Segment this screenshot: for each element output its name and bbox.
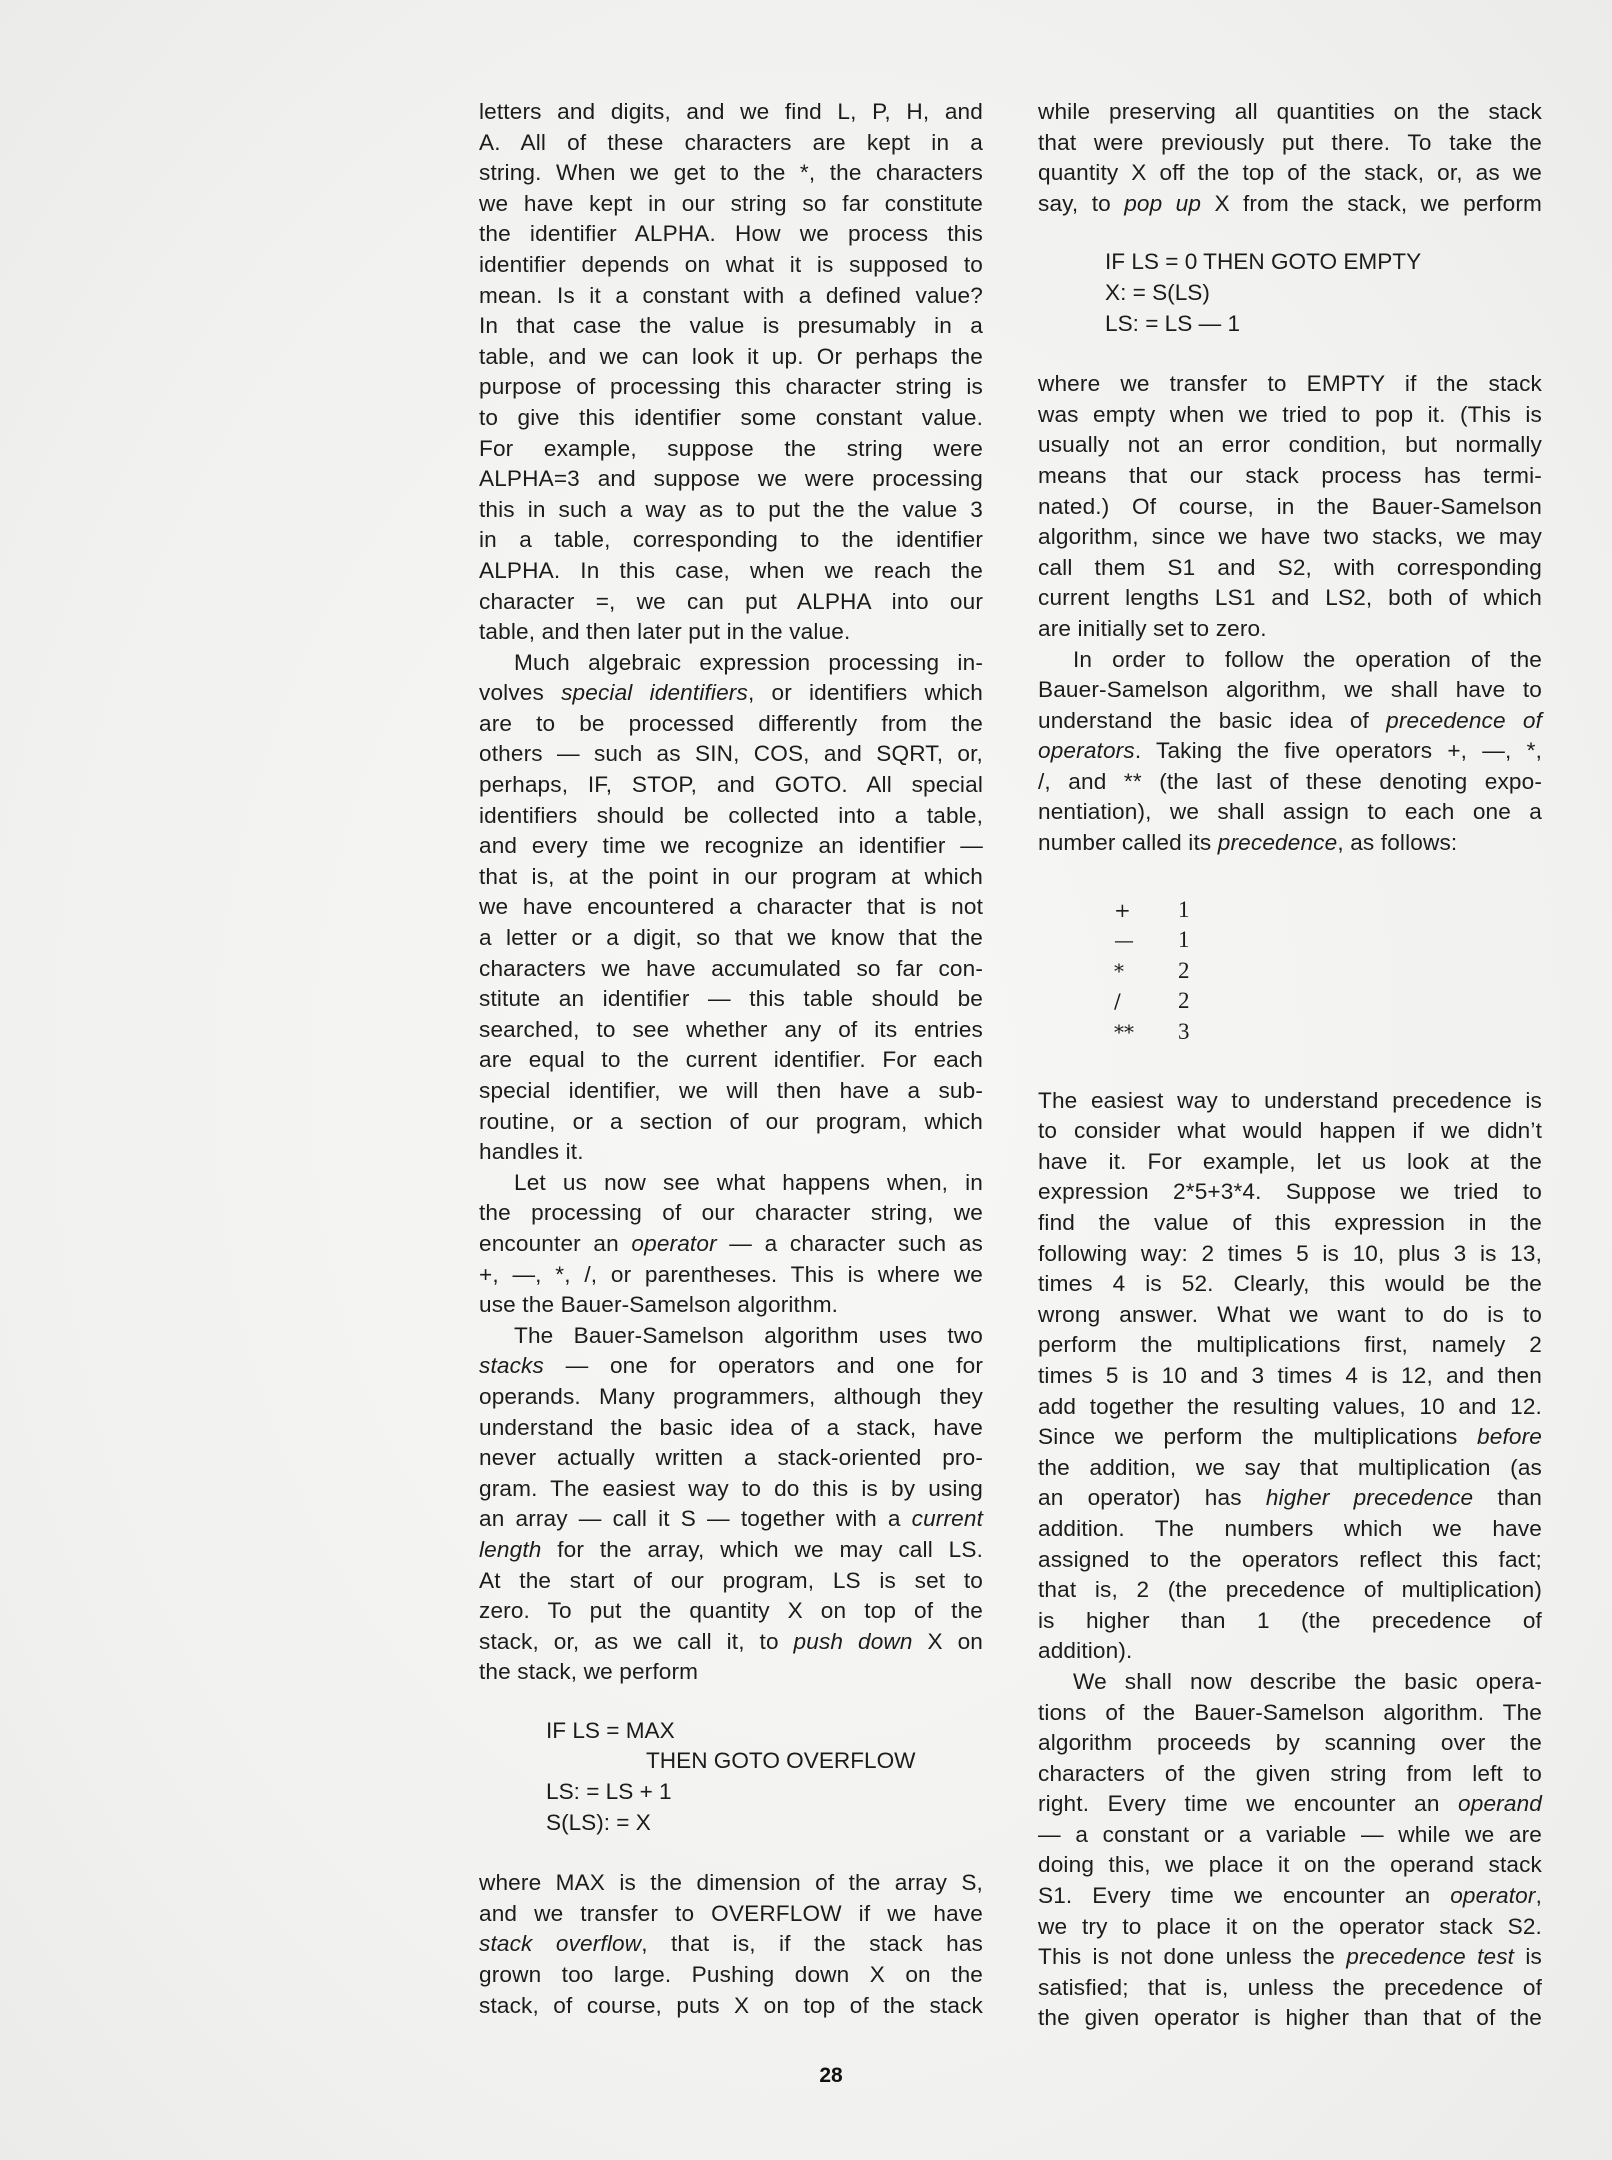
paragraph-operators	[479, 1168, 983, 1321]
precedence-row	[1038, 986, 1542, 1017]
text-line: gram. The easiest way to do this is by using	[479, 1475, 983, 1501]
text-line: to give this identifier some constant value.	[479, 404, 983, 430]
precedence-value: 2	[1178, 957, 1190, 983]
text-line	[1038, 736, 1542, 767]
text-line	[479, 678, 983, 709]
text-line	[1038, 706, 1542, 737]
text-line: following way: 2 times 5 is 10, plus 3 is 13,	[1038, 1240, 1542, 1266]
text-run: Since we perform the multiplications	[1038, 1424, 1478, 1450]
text-line: quantity X off the top of the stack, or, as we	[1038, 160, 1542, 186]
precedence-row	[1038, 1017, 1542, 1048]
text-line: nated.) Of course, in the Bauer-Samelson	[1038, 493, 1542, 519]
text-line: nentiation), we shall assign to each one a	[1038, 799, 1542, 825]
text-line: handles it.	[479, 1139, 584, 1165]
text-run: X from the stack, we perform	[1201, 190, 1542, 216]
text-line	[479, 1504, 983, 1535]
text-line: a letter or a digit, so that we know that the	[479, 925, 983, 951]
precedence-value: 3	[1178, 1019, 1190, 1045]
text-line: we have encountered a character that is not	[479, 894, 983, 920]
precedence-row	[1038, 956, 1542, 987]
emphasis-term: operand	[1458, 1791, 1542, 1817]
text-run: X on	[912, 1628, 984, 1654]
text-line	[1038, 189, 1542, 220]
text-line: /, and ** (the last of these denoting expo-	[1038, 768, 1542, 794]
text-line: the stack, we perform	[479, 1659, 699, 1685]
text-line: string. When we get to the *, the characters	[479, 160, 983, 186]
text-line: are initially set to zero.	[1038, 615, 1267, 641]
text-run: right. Every time we encounter an	[1038, 1791, 1459, 1817]
text-line: that is, at the point in our program at which	[479, 863, 983, 889]
text-line: ALPHA=3 and suppose we were processing	[479, 466, 983, 492]
text-line: while preserving all quantities on the stack	[1038, 99, 1542, 124]
text-line: perhaps, IF, STOP, and GOTO. All special	[479, 772, 983, 798]
text-line: characters of the given string from left to	[1038, 1760, 1542, 1786]
text-run: stack, or, as we call it, to	[479, 1628, 794, 1654]
text-line: the identifier ALPHA. How we process this	[479, 221, 983, 247]
emphasis-term: operator	[1450, 1883, 1536, 1909]
paragraph-pop	[1038, 97, 1542, 219]
text-line: — a constant or a variable — while we are	[1038, 1821, 1542, 1847]
text-line	[479, 1229, 983, 1260]
emphasis-term: operator	[631, 1230, 717, 1256]
spacer	[1038, 339, 1542, 369]
paragraph-empty	[1038, 369, 1542, 644]
text-line: never actually written a stack-oriented pro-	[479, 1445, 983, 1471]
text-line: that were previously put there. To take the	[1038, 129, 1542, 155]
text-line: and every time we recognize an identifier —	[479, 833, 983, 859]
text-line: stack, of course, puts X on top of the stack	[479, 1992, 983, 2018]
right-column	[1038, 97, 1542, 2034]
text-line: are to be processed differently from the	[479, 710, 983, 736]
left-column	[479, 97, 983, 2021]
spacer	[1038, 219, 1542, 247]
text-line: table, and we can look it up. Or perhaps the	[479, 343, 983, 369]
text-line: means that our stack process has termi-	[1038, 462, 1542, 488]
text-line: identifier depends on what it is supposed to	[479, 251, 983, 277]
text-line: in a table, corresponding to the identifier	[479, 527, 983, 553]
precedence-value: 1	[1178, 927, 1190, 953]
code-block-push	[479, 1716, 983, 1838]
text-line: expression 2*5+3*4. Suppose we tried to	[1038, 1179, 1542, 1205]
text-line: table, and then later put in the value.	[479, 619, 851, 645]
text-run: for the array, which we may call LS.	[541, 1536, 983, 1562]
text-line: Let us now see what happens when, in	[514, 1169, 983, 1195]
text-line: is higher than 1 (the precedence of	[1038, 1607, 1542, 1633]
text-run: — one for operators and one for	[543, 1353, 983, 1379]
text-run: number called its	[1038, 830, 1218, 856]
text-line: wrong answer. What we want to do is to	[1038, 1301, 1542, 1327]
text-run: S1. Every time we encounter an	[1038, 1883, 1451, 1909]
text-line: have it. For example, let us look at the	[1038, 1148, 1542, 1174]
emphasis-term: pop up	[1124, 190, 1202, 216]
text-line	[479, 1351, 983, 1382]
text-line: purpose of processing this character string is	[479, 374, 983, 400]
emphasis-term: length	[479, 1536, 542, 1562]
operator-symbol: +	[1114, 897, 1131, 922]
spacer	[479, 1688, 983, 1716]
text-line: times 4 is 52. Clearly, this would be the	[1038, 1271, 1542, 1297]
text-line: are equal to the current identifier. For each	[479, 1047, 983, 1073]
operator-symbol: *	[1114, 958, 1124, 983]
operator-symbol: —	[1114, 928, 1134, 953]
text-line: operands. Many programmers, although they	[479, 1383, 983, 1409]
paragraph-precedence-example	[1038, 1086, 1542, 1667]
emphasis-term: precedence test	[1346, 1944, 1515, 1970]
text-line: current lengths LS1 and LS2, both of which	[1038, 585, 1542, 611]
code-line: IF LS = 0 THEN GOTO EMPTY	[1105, 249, 1422, 275]
text-line: perform the multiplications first, namely 2	[1038, 1332, 1542, 1358]
text-line: algorithm, since we have two stacks, we may	[1038, 524, 1542, 550]
text-line: identifiers should be collected into a table,	[479, 802, 983, 828]
paragraph-precedence-intro	[1038, 645, 1542, 859]
precedence-table	[1038, 895, 1542, 1048]
text-line: where MAX is the dimension of the array S,	[479, 1870, 983, 1896]
code-line: LS: = LS + 1	[546, 1779, 672, 1805]
text-line	[1038, 1422, 1542, 1453]
precedence-value: 2	[1178, 988, 1190, 1014]
text-line	[1038, 1942, 1542, 1973]
text-line: use the Bauer-Samelson algorithm.	[479, 1292, 839, 1318]
emphasis-term: push down	[793, 1628, 913, 1654]
operator-symbol: /	[1114, 989, 1121, 1014]
text-line: addition. The numbers which we have	[1038, 1515, 1542, 1541]
text-run: encounter an	[479, 1230, 632, 1256]
text-run: , as follows:	[1337, 830, 1458, 856]
text-line: addition).	[1038, 1638, 1133, 1664]
text-line: usually not an error condition, but normally	[1038, 432, 1542, 458]
text-run: say, to	[1038, 190, 1125, 216]
text-line: +, —, *, /, or parentheses. This is where we	[479, 1261, 983, 1287]
text-run: This is not done unless the	[1038, 1944, 1347, 1970]
text-line: to consider what would happen if we didn’t	[1038, 1118, 1542, 1144]
text-line: times 5 is 10 and 3 times 4 is 12, and then	[1038, 1362, 1542, 1388]
paragraph-identifier-processing	[479, 97, 983, 648]
code-line: LS: = LS — 1	[1105, 310, 1241, 336]
text-line: call them S1 and S2, with corresponding	[1038, 554, 1542, 580]
text-run: volves	[479, 680, 562, 706]
operator-symbol: **	[1114, 1020, 1134, 1045]
text-line: find the value of this expression in the	[1038, 1210, 1542, 1235]
text-line	[479, 1929, 983, 1960]
code-line: IF LS = MAX	[546, 1717, 675, 1743]
paragraph-stacks	[479, 1321, 983, 1688]
text-line	[1038, 1483, 1542, 1514]
text-line: In order to follow the operation of the	[1073, 646, 1542, 672]
text-line: characters we have accumulated so far con-	[479, 955, 983, 981]
text-line: routine, or a section of our program, which	[479, 1108, 983, 1134]
spacer	[479, 1838, 983, 1868]
text-line	[1038, 1789, 1542, 1820]
text-line: the addition, we say that multiplication (as	[1038, 1454, 1542, 1480]
emphasis-term: operators	[1038, 738, 1135, 764]
text-line: Bauer-Samelson algorithm, we shall have to	[1038, 677, 1542, 703]
emphasis-term: stack overflow	[479, 1931, 642, 1957]
text-line: A. All of these characters are kept in a	[479, 129, 983, 155]
precedence-row	[1038, 925, 1542, 956]
text-line: algorithm proceeds by scanning over the	[1038, 1730, 1542, 1756]
text-line: was empty when we tried to pop it. (This is	[1038, 401, 1542, 427]
text-line: understand the basic idea of a stack, have	[479, 1414, 983, 1440]
text-line: stitute an identifier — this table should be	[479, 986, 983, 1012]
text-line: others — such as SIN, COS, and SQRT, or,	[479, 741, 983, 767]
text-line: assigned to the operators reflect this fact;	[1038, 1546, 1542, 1572]
emphasis-term: stacks	[479, 1353, 544, 1379]
text-line: satisfied; that is, unless the precedence of	[1038, 1974, 1542, 2000]
text-line: and we transfer to OVERFLOW if we have	[479, 1900, 983, 1926]
text-line: we have kept in our string so far constitute	[479, 190, 983, 216]
text-run: — a character such as	[716, 1230, 983, 1256]
text-run: , or identifiers which	[747, 680, 983, 706]
text-run: than	[1473, 1485, 1542, 1511]
text-line: searched, to see whether any of its entries	[479, 1016, 983, 1042]
text-line: this in such a way as to put the the value 3	[479, 496, 983, 522]
spacer	[1038, 1048, 1542, 1086]
text-line	[1038, 1881, 1542, 1912]
code-block-pop	[1038, 247, 1542, 339]
emphasis-term: precedence of	[1386, 707, 1542, 733]
text-line: tions of the Bauer-Samelson algorithm. The	[1038, 1699, 1542, 1725]
text-line: that is, 2 (the precedence of multiplication)	[1038, 1577, 1542, 1603]
text-line: The Bauer-Samelson algorithm uses two	[514, 1322, 983, 1348]
text-line: letters and digits, and we find L, P, H, and	[479, 99, 983, 124]
text-run: an array — call it S — together with a	[479, 1506, 912, 1532]
text-line: We shall now describe the basic opera-	[1073, 1668, 1542, 1694]
precedence-value: 1	[1178, 896, 1190, 922]
spacer	[1038, 859, 1542, 895]
text-line	[1038, 828, 1542, 859]
text-run: understand the basic idea of	[1038, 707, 1387, 733]
code-line: S(LS): = X	[546, 1809, 651, 1835]
text-run: ,	[1535, 1883, 1542, 1909]
page-number: 28	[819, 2064, 843, 2087]
text-line: character =, we can put ALPHA into our	[479, 588, 983, 614]
text-run: is	[1514, 1944, 1542, 1970]
paragraph-algorithm-operations	[1038, 1667, 1542, 2034]
emphasis-term: before	[1477, 1424, 1542, 1450]
text-line: add together the resulting values, 10 and 12.	[1038, 1393, 1542, 1419]
paragraph-overflow	[479, 1868, 983, 2021]
text-line: we try to place it on the operator stack S2.	[1038, 1913, 1542, 1939]
text-line: At the start of our program, LS is set to	[479, 1567, 983, 1593]
paragraph-special-identifiers	[479, 648, 983, 1168]
text-line: mean. Is it a constant with a defined value?	[479, 282, 983, 308]
text-run: , that is, if the stack has	[641, 1931, 983, 1957]
text-line: Much algebraic expression processing in-	[514, 649, 983, 675]
text-line: where we transfer to EMPTY if the stack	[1038, 371, 1542, 397]
text-line	[479, 1535, 983, 1566]
precedence-row	[1038, 895, 1542, 926]
text-line: For example, suppose the string were	[479, 435, 983, 461]
text-line: In that case the value is presumably in a	[479, 313, 983, 339]
text-line: grown too large. Pushing down X on the	[479, 1962, 983, 1988]
code-line: THEN GOTO OVERFLOW	[646, 1748, 916, 1774]
text-line: the given operator is higher than that of the	[1038, 2005, 1542, 2031]
emphasis-term: precedence	[1217, 830, 1338, 856]
text-line: The easiest way to understand precedence is	[1038, 1087, 1542, 1113]
text-run: . Taking the five operators +, —, *,	[1134, 738, 1542, 764]
text-line	[479, 1627, 983, 1658]
text-line: special identifier, we will then have a sub-	[479, 1078, 983, 1103]
text-line: ALPHA. In this case, when we reach the	[479, 557, 983, 583]
code-line: X: = S(LS)	[1105, 279, 1210, 305]
emphasis-term: higher precedence	[1265, 1485, 1474, 1511]
emphasis-term: current	[911, 1506, 983, 1532]
text-line: doing this, we place it on the operand stack	[1038, 1852, 1542, 1878]
text-line: zero. To put the quantity X on top of the	[479, 1598, 983, 1624]
text-run: an operator) has	[1038, 1485, 1266, 1511]
emphasis-term: special identifiers	[561, 680, 748, 706]
text-line: the processing of our character string, we	[479, 1200, 983, 1226]
